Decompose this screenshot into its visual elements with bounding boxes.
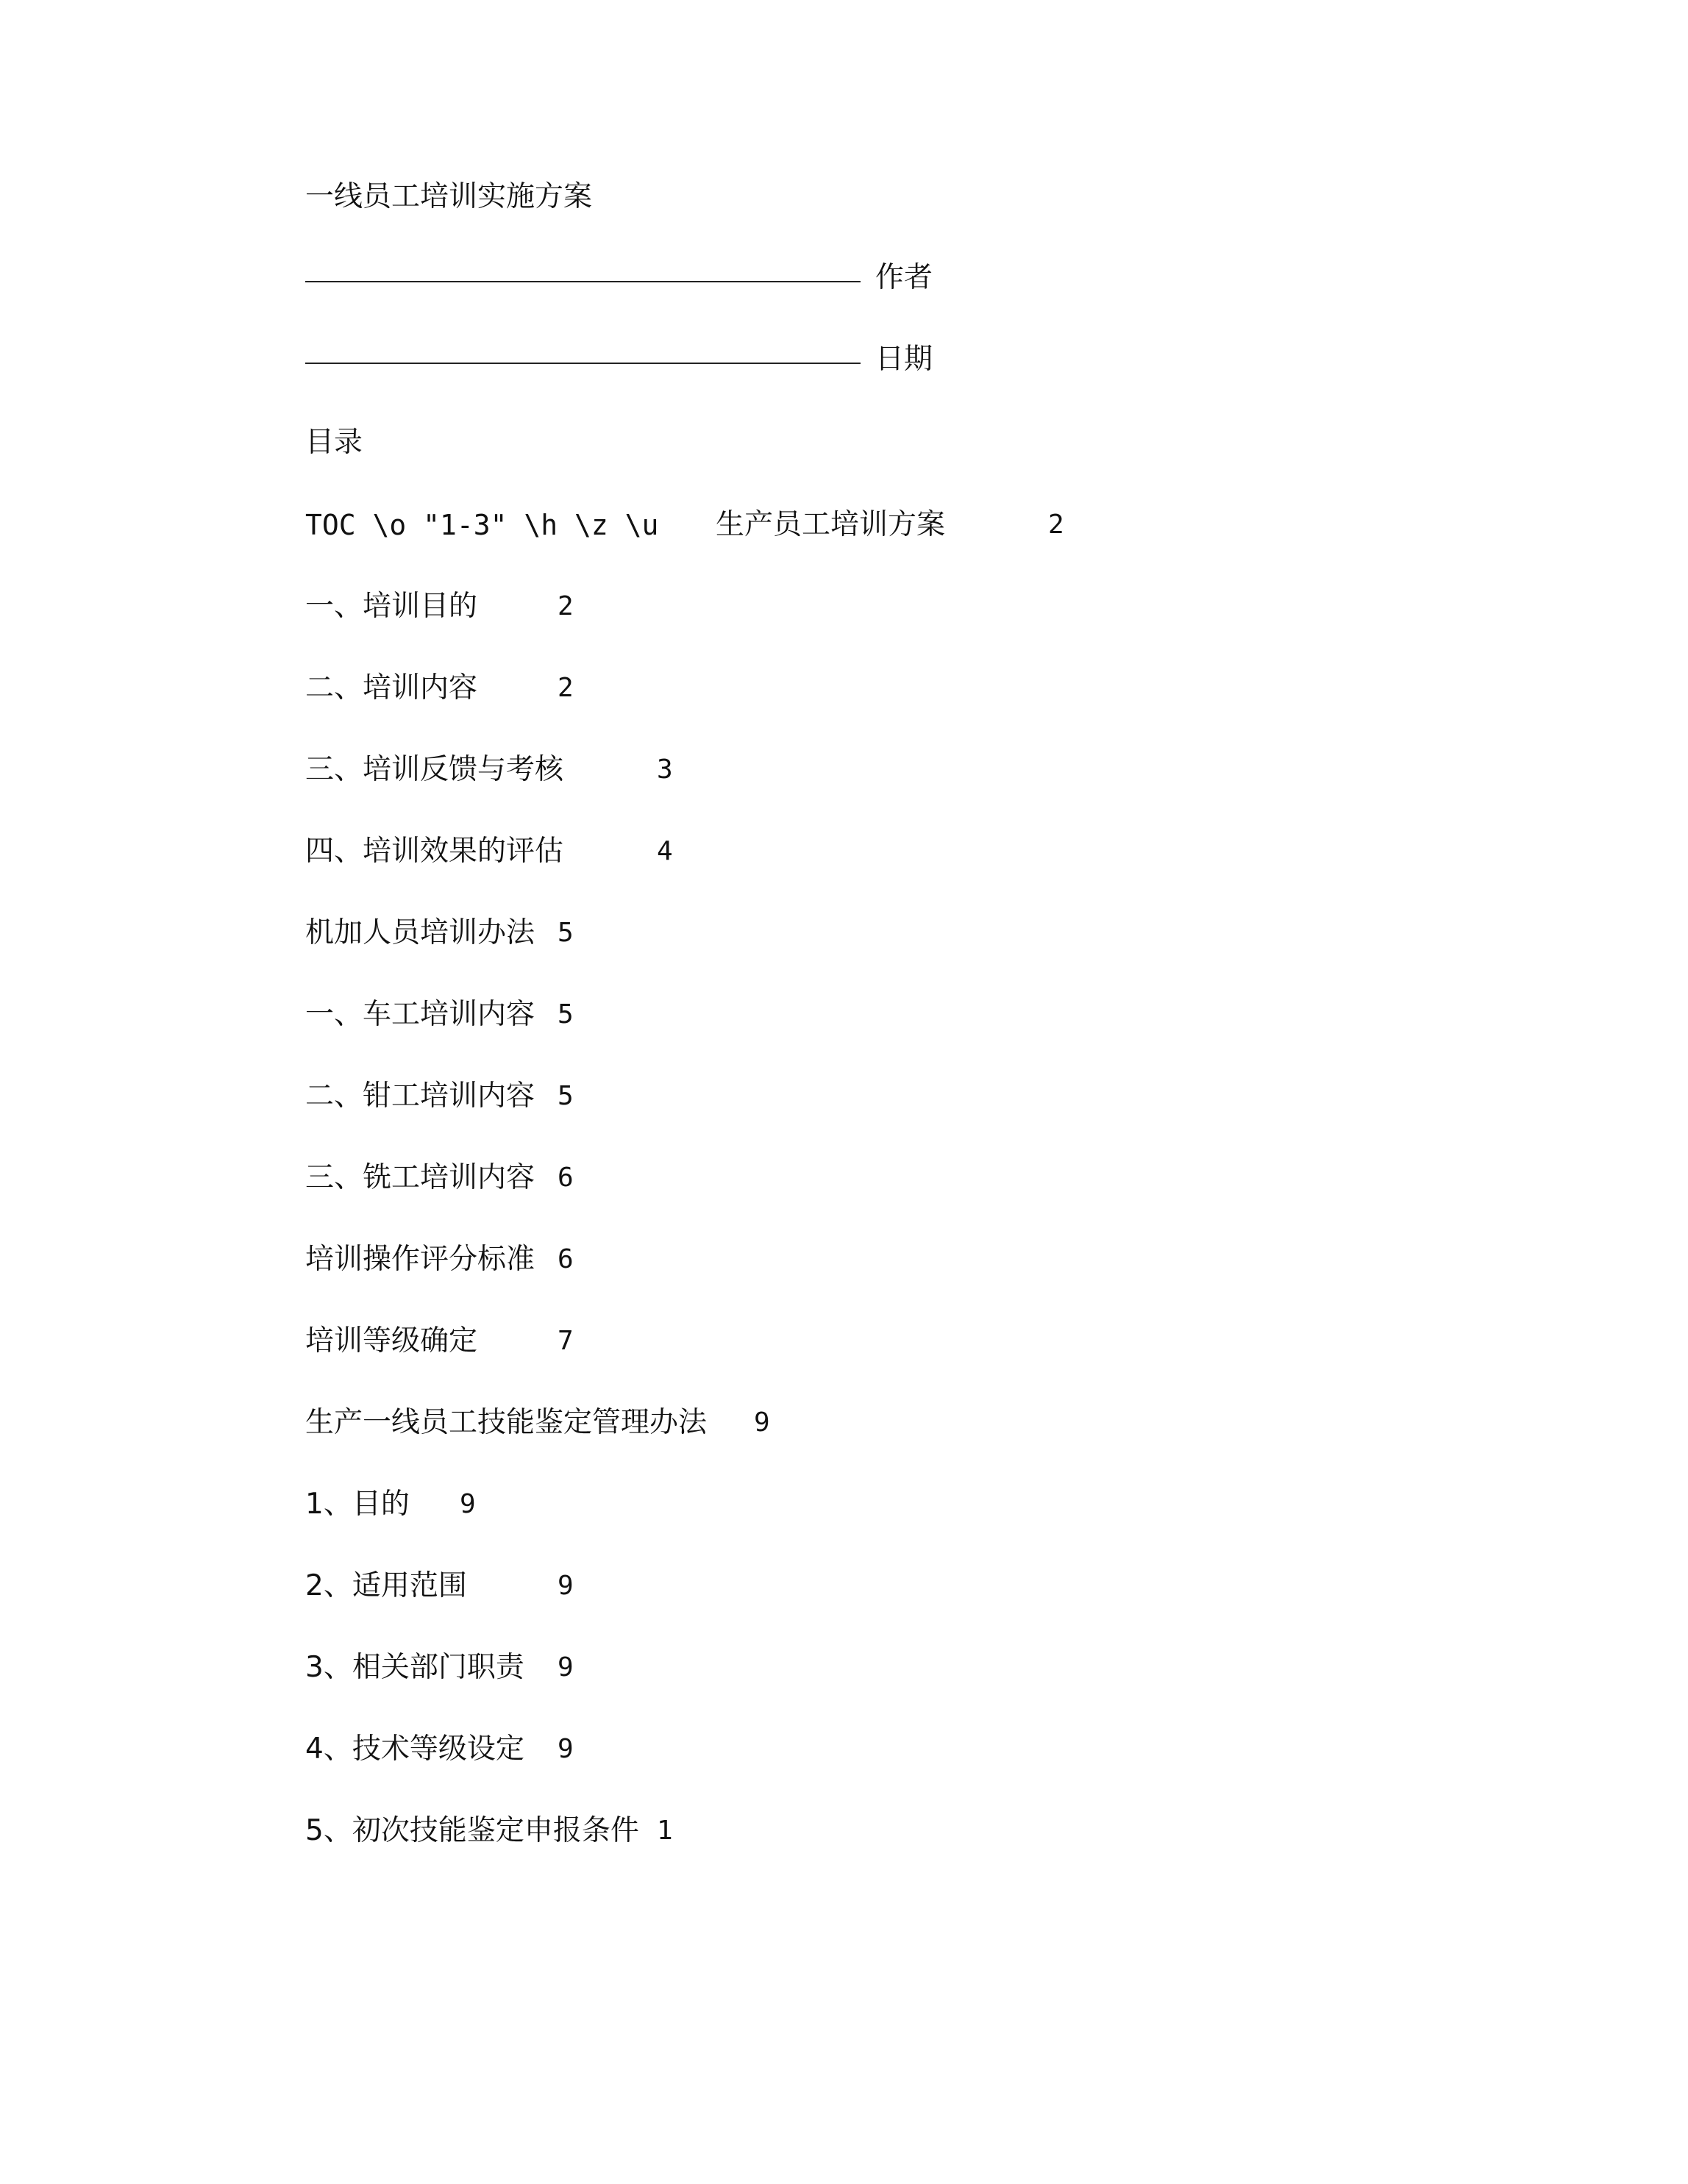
date-label: 日期: [875, 343, 933, 376]
toc-entry-page: 2: [558, 673, 574, 703]
toc-entry[interactable]: [305, 993, 967, 1037]
toc-entry[interactable]: [305, 911, 967, 955]
toc-entry-page: 2: [1048, 510, 1064, 540]
toc-entry[interactable]: [305, 1319, 967, 1363]
toc-entry-text: 一、培训目的: [305, 590, 478, 623]
toc-entry-page: 4: [657, 836, 673, 866]
toc-entry[interactable]: [305, 1809, 967, 1853]
toc-entry-page: 9: [558, 1652, 574, 1682]
toc-entry[interactable]: [305, 666, 967, 710]
toc-entry-page: 9: [460, 1489, 476, 1519]
toc-entry-text: 二、钳工培训内容: [305, 1079, 535, 1113]
toc-entry-text: 三、培训反馈与考核: [305, 753, 564, 786]
toc-entry-page: 6: [558, 1244, 574, 1274]
toc-entry[interactable]: [305, 1727, 967, 1771]
toc-entry-text: 1、目的: [305, 1488, 410, 1521]
document-title: 一线员工培训实施方案: [305, 180, 593, 213]
toc-entry-page: 6: [558, 1163, 574, 1193]
toc-entry-text: 2、适用范围: [305, 1569, 467, 1602]
toc-entry-page: 9: [754, 1407, 770, 1438]
author-underline: [305, 281, 861, 282]
toc-field-code: TOC \o "1-3" \h \z \u: [305, 509, 659, 541]
toc-entry[interactable]: [305, 503, 1114, 547]
toc-entry-page: 5: [558, 999, 574, 1029]
toc-heading: 目录: [305, 426, 363, 459]
toc-entry-text: 培训操作评分标准: [305, 1243, 535, 1276]
toc-entry[interactable]: [305, 1482, 967, 1527]
toc-entry-text: 培训等级确定: [305, 1324, 478, 1357]
toc-entry-text: 3、相关部门职责: [305, 1651, 524, 1684]
author-label: 作者: [875, 261, 933, 294]
toc-entry-page: 3: [657, 754, 673, 785]
toc-entry-text: 4、技术等级设定: [305, 1732, 524, 1766]
date-underline: [305, 363, 861, 364]
toc-entry-text: 三、铣工培训内容: [305, 1161, 535, 1194]
toc-entry-page: 1: [657, 1816, 673, 1846]
toc-entry[interactable]: [305, 748, 967, 792]
toc-entry-text: 二、培训内容: [305, 671, 478, 704]
toc-entry-text: 四、培训效果的评估: [305, 835, 564, 868]
toc-entry[interactable]: [305, 1564, 967, 1608]
toc-entry[interactable]: [305, 1238, 967, 1282]
toc-entry[interactable]: [305, 1156, 967, 1200]
toc-entry[interactable]: [305, 1074, 967, 1118]
toc-entry-text: 5、初次技能鉴定申报条件: [305, 1814, 639, 1847]
toc-entry[interactable]: [305, 1646, 967, 1690]
toc-entry-page: 2: [558, 591, 574, 621]
toc-entry-text: 一、车工培训内容: [305, 998, 535, 1031]
toc-entry-page: 5: [558, 1081, 574, 1111]
toc-entry[interactable]: [305, 1401, 967, 1445]
toc-entry[interactable]: [305, 829, 967, 874]
toc-entry-page: 5: [558, 918, 574, 948]
toc-entry-text: 机加人员培训办法: [305, 916, 535, 949]
toc-entry-text: 生产一线员工技能鉴定管理办法: [305, 1406, 708, 1439]
toc-entry-page: 7: [558, 1326, 574, 1356]
toc-entry-page: 9: [558, 1734, 574, 1764]
toc-entry[interactable]: [305, 585, 967, 629]
toc-entry-page: 9: [558, 1571, 574, 1601]
toc-entry-text: 生产员工培训方案: [716, 508, 946, 541]
